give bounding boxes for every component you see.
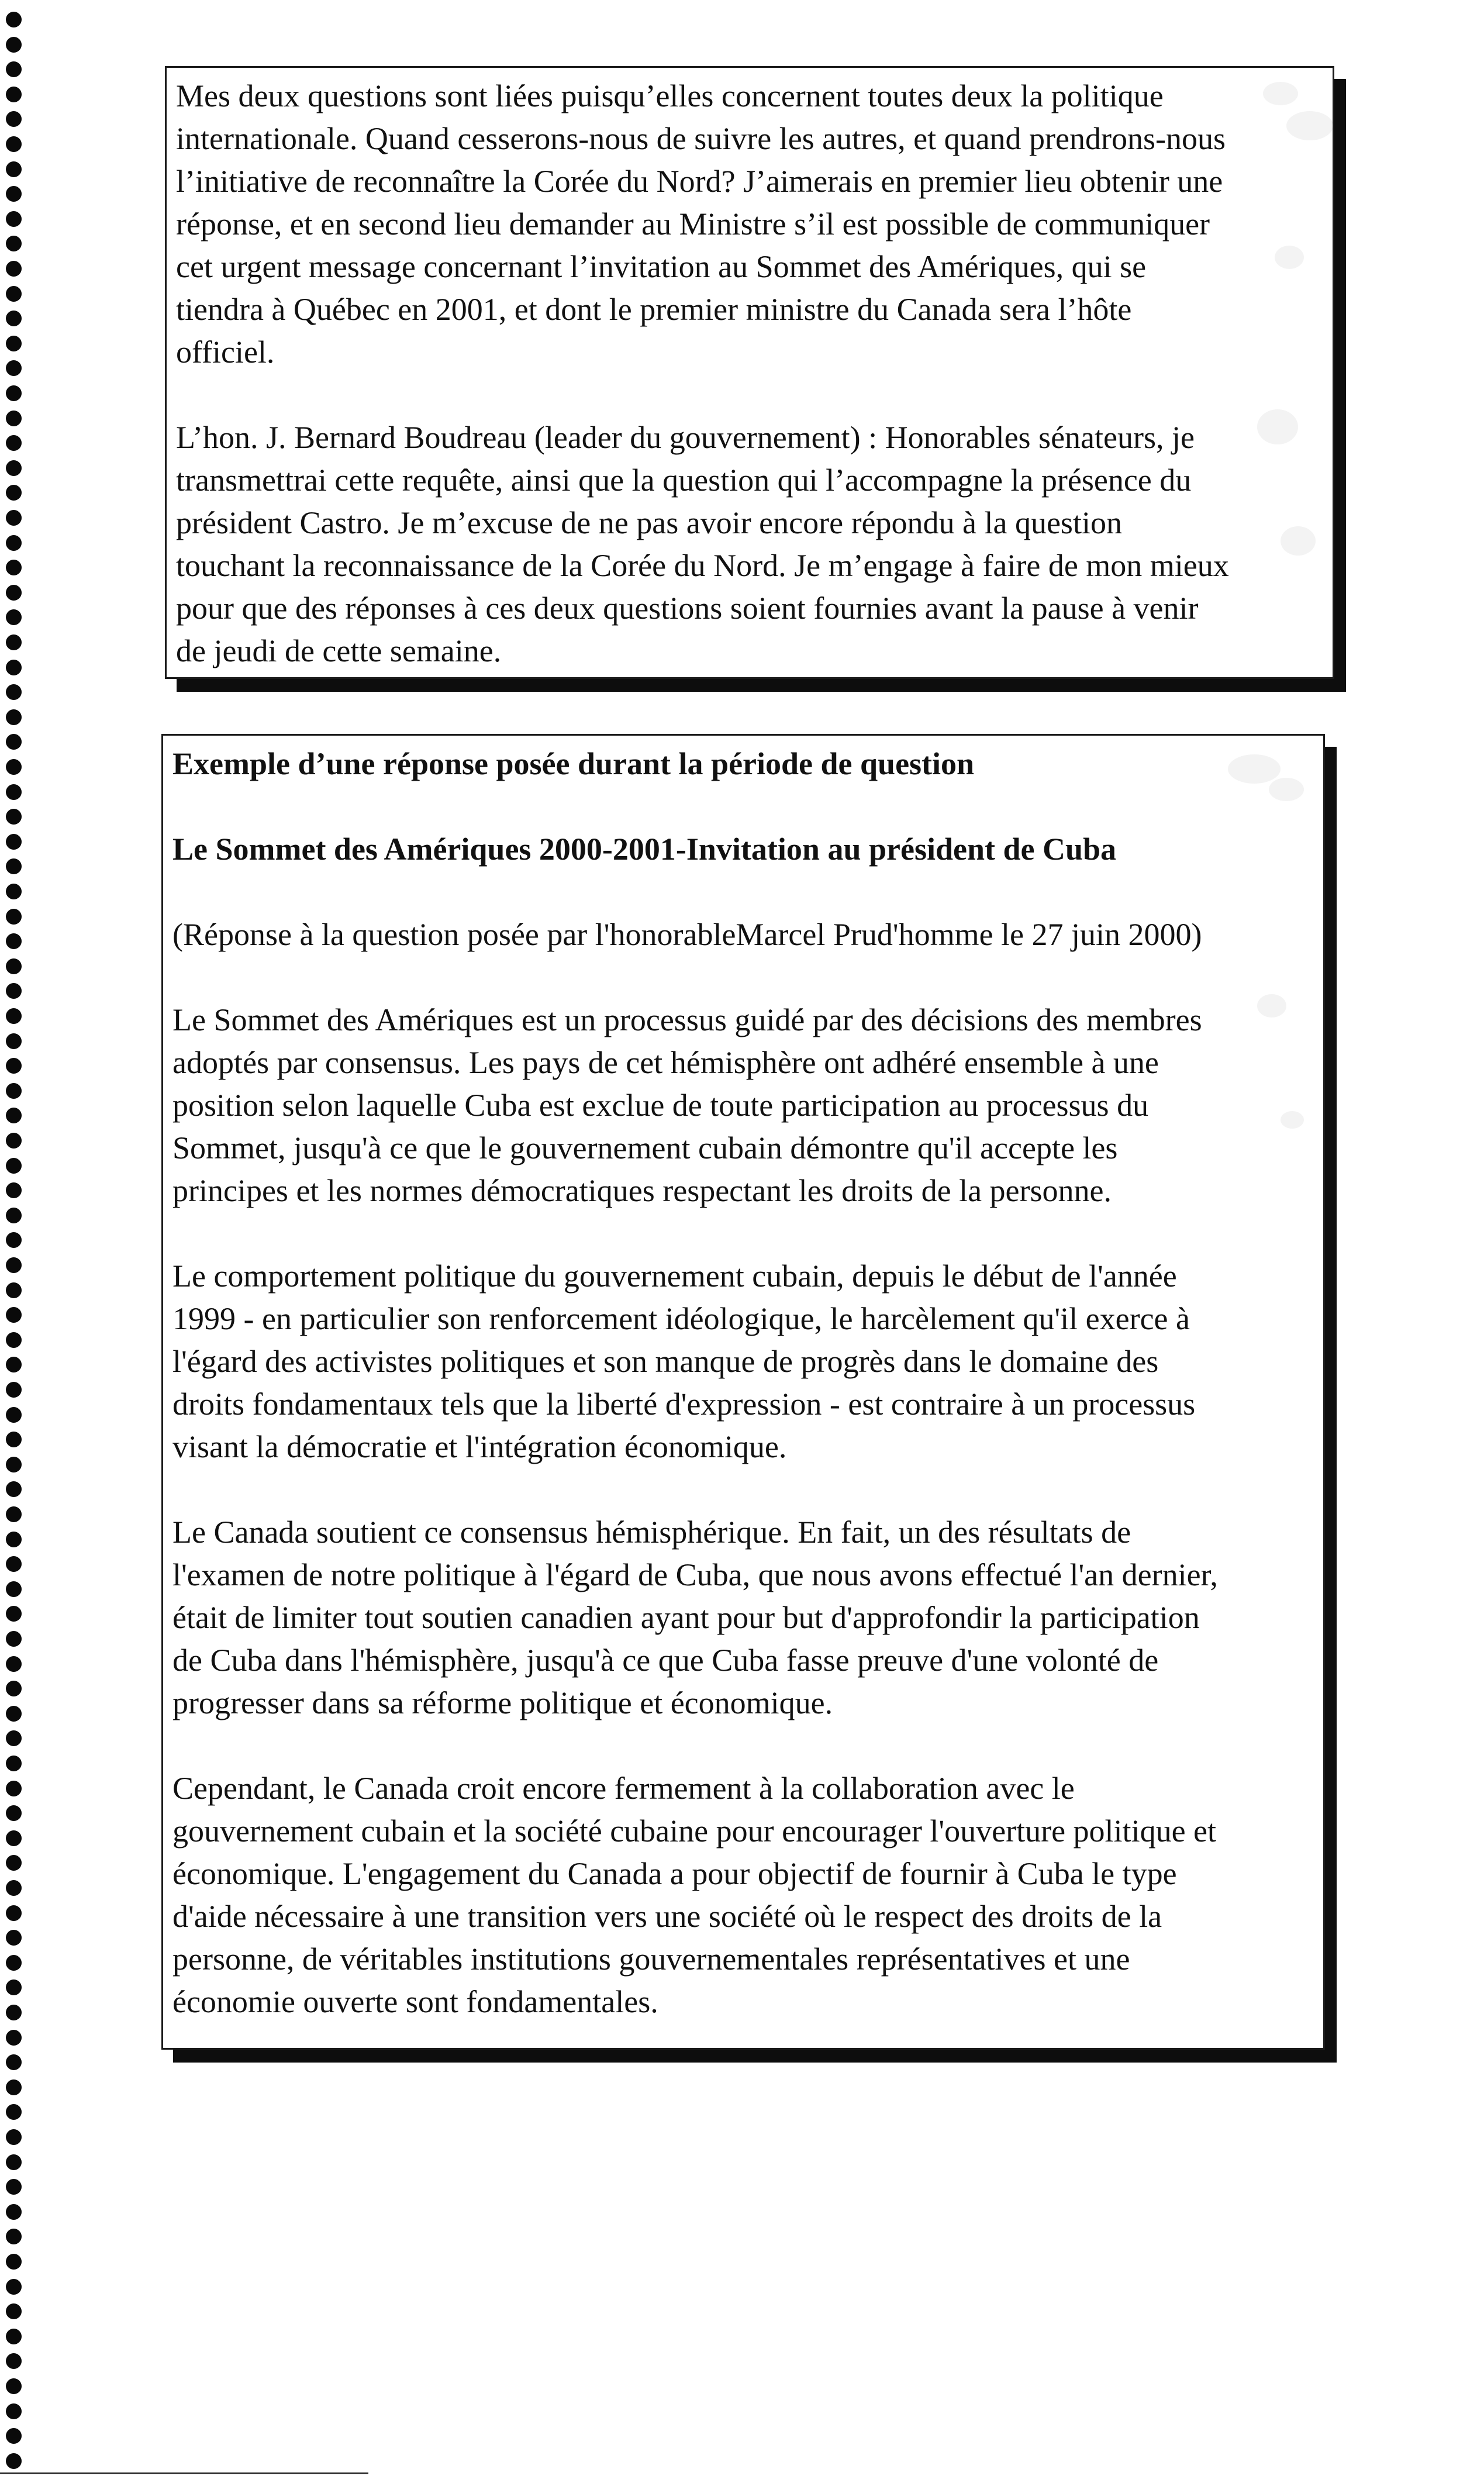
paragraph-gap xyxy=(172,1468,1323,1511)
text-line: Sommet, jusqu'à ce que le gouvernement cubain démontre qu'il accepte les xyxy=(172,1130,1118,1165)
binding-hole xyxy=(6,2303,22,2319)
text-line: Cependant, le Canada croit encore fermement à la collaboration avec le xyxy=(172,1771,1075,1806)
text-line: L’hon. J. Bernard Boudreau (leader du gouvernement) : Honorables sénateurs, je xyxy=(176,420,1195,455)
text-line: transmettrai cette requête, ainsi que la question qui l’accompagne la présence du xyxy=(176,463,1192,498)
text-line: Le Canada soutient ce consensus hémisphérique. En fait, un des résultats de xyxy=(172,1515,1131,1550)
binding-hole xyxy=(6,2329,22,2344)
binding-hole xyxy=(6,211,22,227)
binding-hole xyxy=(6,609,22,625)
binding-hole xyxy=(6,12,22,27)
scan-speckle xyxy=(1281,526,1316,556)
binding-hole xyxy=(6,585,22,601)
text-line: d'aide nécessaire à une transition vers une société où le respect des droits de la xyxy=(172,1899,1162,1934)
binding-hole xyxy=(6,1407,22,1423)
binding-hole xyxy=(6,1930,22,1946)
binding-hole xyxy=(6,1756,22,1771)
binding-hole xyxy=(6,1033,22,1049)
binding-hole xyxy=(6,1855,22,1871)
binding-hole xyxy=(6,1656,22,1672)
footer-rule xyxy=(0,2472,368,2474)
text-line: l’initiative de reconnaître la Corée du Nord? J’aimerais en premier lieu obtenir une xyxy=(176,164,1223,199)
text-line: Mes deux questions sont liées puisqu’elles concernent toutes deux la politique xyxy=(176,78,1164,113)
binding-hole xyxy=(6,136,22,152)
binding-hole xyxy=(6,460,22,476)
binding-hole xyxy=(6,834,22,850)
binding-hole xyxy=(6,1108,22,1123)
sample-answer-heading: Exemple d’une réponse posée durant la période de question xyxy=(172,746,975,781)
text-line: de Cuba dans l'hémisphère, jusqu'à ce que Cuba fasse preuve d'une volonté de xyxy=(172,1643,1159,1678)
binding-hole xyxy=(6,236,22,251)
text-line: Le comportement politique du gouvernement cubain, depuis le début de l'année xyxy=(172,1258,1177,1294)
question-excerpt-text xyxy=(176,75,1333,673)
answer-paragraph xyxy=(172,1255,1323,1468)
binding-hole xyxy=(6,435,22,451)
binding-hole xyxy=(6,1083,22,1099)
text-line: l'examen de notre politique à l'égard de Cuba, que nous avons effectué l'an dernier, xyxy=(172,1557,1218,1592)
binding-hole xyxy=(6,360,22,376)
binding-hole xyxy=(6,87,22,102)
binding-hole xyxy=(6,2229,22,2244)
sample-answer-subheading: Le Sommet des Amériques 2000-2001-Invitation au président de Cuba xyxy=(172,832,1117,867)
paragraph-gap xyxy=(172,1725,1323,1767)
binding-hole xyxy=(6,1955,22,1971)
binding-hole xyxy=(6,1781,22,1796)
binding-hole xyxy=(6,1008,22,1024)
binding-hole xyxy=(6,759,22,775)
text-line: de jeudi de cette semaine. xyxy=(176,633,502,668)
binding-hole xyxy=(6,1257,22,1273)
spiral-binding-holes xyxy=(0,0,33,2483)
text-line: internationale. Quand cesserons-nous de suivre les autres, et quand prendrons-nous xyxy=(176,121,1226,156)
binding-hole xyxy=(6,1133,22,1149)
text-line: cet urgent message concernant l’invitation au Sommet des Amériques, qui se xyxy=(176,249,1147,284)
binding-hole xyxy=(6,1182,22,1198)
scan-speckle xyxy=(1269,778,1304,801)
binding-hole xyxy=(6,1357,22,1372)
binding-hole xyxy=(6,560,22,575)
binding-hole xyxy=(6,1058,22,1074)
scan-speckle xyxy=(1257,409,1298,444)
binding-hole xyxy=(6,186,22,202)
sample-answer-box xyxy=(161,734,1325,2050)
binding-hole xyxy=(6,111,22,127)
binding-hole xyxy=(6,286,22,302)
binding-hole xyxy=(6,1506,22,1522)
answer-paragraph xyxy=(172,999,1323,1212)
text-line: droits fondamentaux tels que la liberté d'expression - est contraire à un processus xyxy=(172,1387,1196,1422)
text-line: 1999 - en particulier son renforcement idéologique, le harcèlement qu'il exerce à xyxy=(172,1301,1190,1336)
binding-hole xyxy=(6,1382,22,1398)
binding-hole xyxy=(6,684,22,700)
binding-hole xyxy=(6,535,22,551)
text-line: principes et les normes démocratiques respectant les droits de la personne. xyxy=(172,1173,1112,1208)
binding-hole xyxy=(6,884,22,899)
binding-hole xyxy=(6,809,22,825)
binding-hole xyxy=(6,2353,22,2369)
scan-speckle xyxy=(1281,1111,1304,1129)
text-line: l'égard des activistes politiques et son manque de progrès dans le domaine des xyxy=(172,1344,1159,1379)
binding-hole xyxy=(6,958,22,974)
binding-hole xyxy=(6,411,22,426)
binding-hole xyxy=(6,1232,22,1248)
sample-answer-reference: (Réponse à la question posée par l'honorableMarcel Prud'homme le 27 juin 2000) xyxy=(172,917,1202,952)
binding-hole xyxy=(6,1556,22,1572)
binding-hole xyxy=(6,510,22,526)
text-line: visant la démocratie et l'intégration économique. xyxy=(172,1429,787,1464)
binding-hole xyxy=(6,634,22,650)
binding-hole xyxy=(6,2129,22,2145)
binding-hole xyxy=(6,485,22,501)
binding-hole xyxy=(6,385,22,401)
binding-hole xyxy=(6,1481,22,1497)
binding-hole xyxy=(6,660,22,675)
binding-hole xyxy=(6,2030,22,2046)
text-line: touchant la reconnaissance de la Corée du Nord. Je m’engage à faire de mon mieux xyxy=(176,548,1229,583)
scan-speckle xyxy=(1228,754,1281,784)
text-line: était de limiter tout soutien canadien ayant pour but d'approfondir la participation xyxy=(172,1600,1200,1635)
scan-speckle xyxy=(1286,111,1333,140)
binding-hole xyxy=(6,2378,22,2394)
binding-hole xyxy=(6,2005,22,2020)
answer-paragraph xyxy=(172,1511,1323,1725)
binding-hole xyxy=(6,909,22,925)
text-line: gouvernement cubain et la société cubaine pour encourager l'ouverture politique et xyxy=(172,1813,1217,1849)
binding-hole xyxy=(6,1606,22,1622)
scan-speckle xyxy=(1275,246,1304,269)
binding-hole xyxy=(6,1282,22,1298)
binding-hole xyxy=(6,709,22,725)
binding-hole xyxy=(6,1805,22,1821)
binding-hole xyxy=(6,161,22,177)
text-line: position selon laquelle Cuba est exclue de toute participation au processus du xyxy=(172,1088,1149,1123)
binding-hole xyxy=(6,1905,22,1921)
binding-hole xyxy=(6,1208,22,1223)
answer-paragraph xyxy=(172,1767,1323,2023)
binding-hole xyxy=(6,2453,22,2469)
binding-hole xyxy=(6,1307,22,1323)
binding-hole xyxy=(6,1681,22,1696)
text-line: président Castro. Je m’excuse de ne pas avoir encore répondu à la question xyxy=(176,505,1122,540)
binding-hole xyxy=(6,2079,22,2095)
binding-hole xyxy=(6,1432,22,1447)
binding-hole xyxy=(6,1631,22,1647)
binding-hole xyxy=(6,1706,22,1722)
text-line: adoptés par consensus. Les pays de cet hémisphère ont adhéré ensemble à une xyxy=(172,1045,1159,1080)
binding-hole xyxy=(6,2254,22,2270)
binding-hole xyxy=(6,311,22,326)
binding-hole xyxy=(6,336,22,351)
text-line: Le Sommet des Amériques est un processus guidé par des décisions des membres xyxy=(172,1002,1202,1037)
binding-hole xyxy=(6,858,22,874)
text-line: réponse, et en second lieu demander au Ministre s’il est possible de communiquer xyxy=(176,206,1210,242)
binding-hole xyxy=(6,2428,22,2444)
binding-hole xyxy=(6,1158,22,1174)
binding-hole xyxy=(6,933,22,949)
binding-hole xyxy=(6,2179,22,2195)
binding-hole xyxy=(6,2104,22,2120)
text-line: progresser dans sa réforme politique et économique. xyxy=(172,1685,833,1720)
binding-hole xyxy=(6,2403,22,2419)
paragraph-gap xyxy=(172,1212,1323,1255)
text-line: officiel. xyxy=(176,334,275,370)
binding-hole xyxy=(6,734,22,750)
text-line: personne, de véritables institutions gouvernementales représentatives et une xyxy=(172,1941,1130,1977)
question-excerpt-box xyxy=(165,66,1334,679)
paragraph-gap xyxy=(176,374,1333,416)
scan-speckle xyxy=(1257,994,1286,1018)
binding-hole xyxy=(6,1979,22,1995)
binding-hole xyxy=(6,2279,22,2295)
binding-hole xyxy=(6,1830,22,1846)
binding-hole xyxy=(6,37,22,53)
binding-hole xyxy=(6,61,22,77)
binding-hole xyxy=(6,2154,22,2170)
binding-hole xyxy=(6,1880,22,1896)
sample-answer-body xyxy=(172,999,1323,2023)
binding-hole xyxy=(6,261,22,277)
text-line: pour que des réponses à ces deux questions soient fournies avant la pause à venir xyxy=(176,591,1199,626)
text-line: économique. L'engagement du Canada a pour objectif de fournir à Cuba le type xyxy=(172,1856,1177,1891)
binding-hole xyxy=(6,1532,22,1547)
text-line: économie ouverte sont fondamentales. xyxy=(172,1984,658,2019)
binding-hole xyxy=(6,1332,22,1348)
binding-hole xyxy=(6,1457,22,1472)
binding-hole xyxy=(6,2054,22,2070)
binding-hole xyxy=(6,1730,22,1746)
binding-hole xyxy=(6,1581,22,1597)
binding-hole xyxy=(6,784,22,800)
text-line: tiendra à Québec en 2001, et dont le premier ministre du Canada sera l’hôte xyxy=(176,292,1132,327)
scan-speckle xyxy=(1263,82,1298,105)
binding-hole xyxy=(6,983,22,999)
binding-hole xyxy=(6,2204,22,2220)
